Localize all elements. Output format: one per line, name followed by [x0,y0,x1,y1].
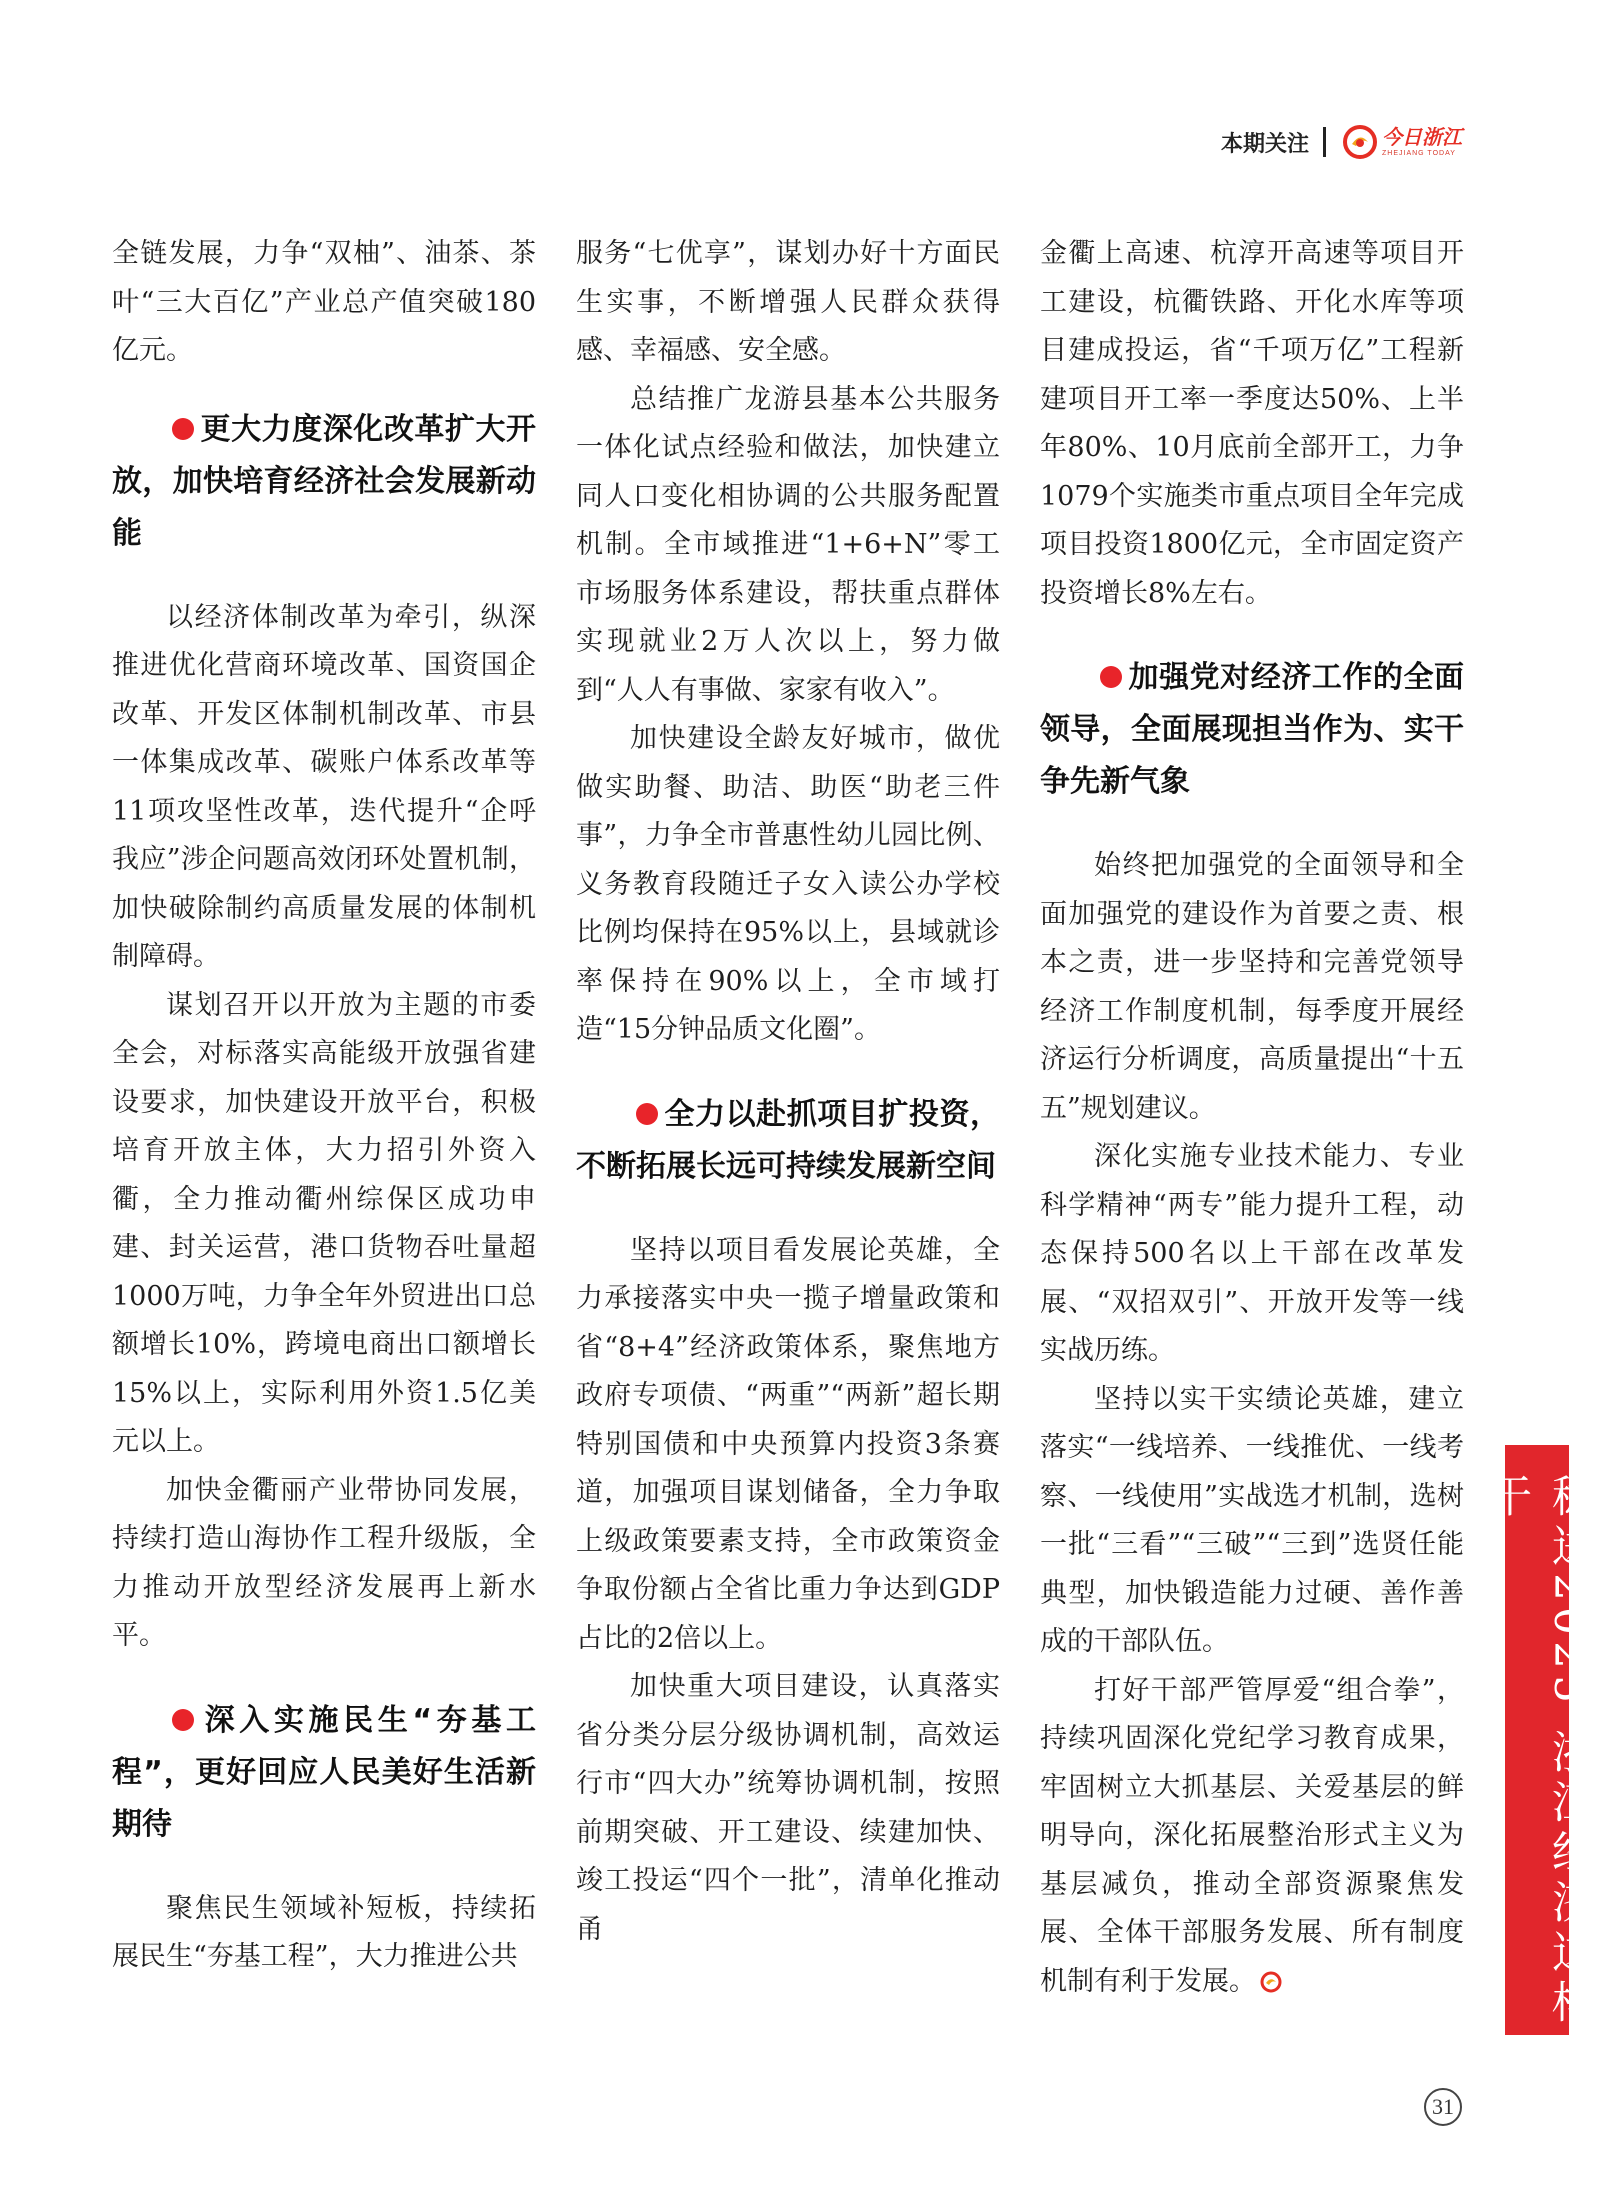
paragraph: 总结推广龙游县基本公共服务一体化试点经验和做法，加快建立同人口变化相协调的公共服务配置机制。全市域推进“1+6+N”零工市场服务体系建设，帮扶重点群体实现就业2万人次以上，努力做到“人人有事做、家家有收入”。 [576,383,1000,706]
section-label: 本期关注 [1220,131,1309,157]
red-bullet-icon [172,418,194,440]
logo-english: ZHEJIANG TODAY [1382,150,1456,157]
logo-name: 今日浙江 [1382,125,1462,149]
header-divider [1323,127,1326,157]
section-heading: 更大力度深化改革扩大开放，加快培育经济社会发展新动能 [112,411,536,551]
section-heading: 深入实施民生“夯基工程”，更好回应人民美好生活新期待 [112,1702,536,1842]
paragraph: 打好干部严管厚爱“组合拳”，持续巩固深化党纪学习教育成果，牢固树立大抓基层、关爱基层的鲜明导向，深化拓展整治形式主义为基层减负，推动全部资源聚焦发展、全体干部服务发展、所有制度机制有利于发展。 [1040,1674,1464,1997]
paragraph: 坚持以实干实绩论英雄，建立落实“一线培养、一线推优、一线考察、一线使用”实战选才机制，选树一批“三看”“三破”“三到”选贤任能典型，加快锻造能力过硬、善作善成的干部队伍。 [1040,1383,1464,1657]
paragraph: 服务“七优享”，谋划办好十方面民生实事，不断增强人民群众获得感、幸福感、安全感。 [576,238,1000,366]
paragraph: 加快金衢丽产业带协同发展，持续打造山海协作工程升级版，全力推动开放型经济发展再上新水平。 [112,1474,536,1651]
red-bullet-icon [172,1709,194,1731]
red-bullet-icon [636,1103,658,1125]
article-column-1 [112,230,536,1982]
article-column-2 [576,230,1000,1954]
red-bullet-icon [1100,666,1122,688]
paragraph: 以经济体制改革为牵引，纵深推进优化营商环境改革、国资国企改革、开发区体制机制改革、市县一体集成改革、碳账户体系改革等11项攻坚性改革，迭代提升“企呼我应”涉企问题高效闭环处置机制，加快破除制约高质量发展的体制机制障碍。 [112,601,536,972]
paragraph: 始终把加强党的全面领导和全面加强党的建设作为首要之责、根本之责，进一步坚持和完善党领导经济工作制度机制，每季度开展经济运行分析调度，高质量提出“十五五”规划建议。 [1040,850,1464,1124]
article-column-3 [1040,230,1464,2006]
paragraph: 聚焦民生领域补短板，持续拓展民生“夯基工程”，大力推进公共 [112,1892,536,1972]
section-heading: 加强党对经济工作的全面领导，全面展现担当作为、实干争先新气象 [1040,660,1464,799]
series-side-tab [1480,1445,1595,2035]
paragraph: 金衢上高速、杭淳开高速等项目开工建设，杭衢铁路、开化水库等项目建成投运，省“千项万亿”工程新建项目开工率一季度达50%、上半年80%、10月底前全部开工，力争1079个实施类市重点项目全年完成项目投资1800亿元，全市固定资产投资增长8%左右。 [1040,238,1464,609]
series-title: 稳进2025 浙江经济这样干 [1480,1473,1595,2029]
paragraph: 加快重大项目建设，认真落实省分类分层分级协调机制，高效运行市“四大办”统筹协调机制，按照前期突破、开工建设、续建加快、竣工投运“四个一批”，清单化推动甬 [576,1671,1000,1945]
end-mark-icon [1260,1971,1282,1993]
page-header [1221,122,1462,162]
magazine-logo [1342,124,1462,160]
page-number: 31 [1424,2088,1462,2126]
paragraph: 全链发展，力争“双柚”、油茶、茶叶“三大百亿”产业总产值突破180亿元。 [112,238,536,366]
paragraph: 加快建设全龄友好城市，做优做实助餐、助洁、助医“助老三件事”，力争全市普惠性幼儿园比例、义务教育段随迁子女入读公办学校比例均保持在95%以上，县域就诊率保持在90%以上，全市域打造“15分钟品质文化圈”。 [576,723,1000,1045]
paragraph: 深化实施专业技术能力、专业科学精神“两专”能力提升工程，动态保持500名以上干部在改革发展、“双招双引”、开放开发等一线实战历练。 [1040,1141,1464,1366]
logo-swirl-icon [1342,124,1378,160]
paragraph: 谋划召开以开放为主题的市委全会，对标落实高能级开放强省建设要求，加快建设开放平台，积极培育开放主体，大力招引外资入衢，全力推动衢州综保区成功申建、封关运营，港口货物吞吐量超1000万吨，力争全年外贸进出口总额增长10%，跨境电商出口额增长15%以上，实际利用外资1.5亿美元以上。 [112,989,536,1457]
paragraph: 坚持以项目看发展论英雄，全力承接落实中央一揽子增量政策和省“8+4”经济政策体系，聚焦地方政府专项债、“两重”“两新”超长期特别国债和中央预算内投资3条赛道，加强项目谋划储备，全力争取上级政策要素支持，全市政策资金争取份额占全省比重力争达到GDP占比的2倍以上。 [576,1234,1000,1654]
section-heading: 全力以赴抓项目扩投资，不断拓展长远可持续发展新空间 [576,1096,1000,1184]
